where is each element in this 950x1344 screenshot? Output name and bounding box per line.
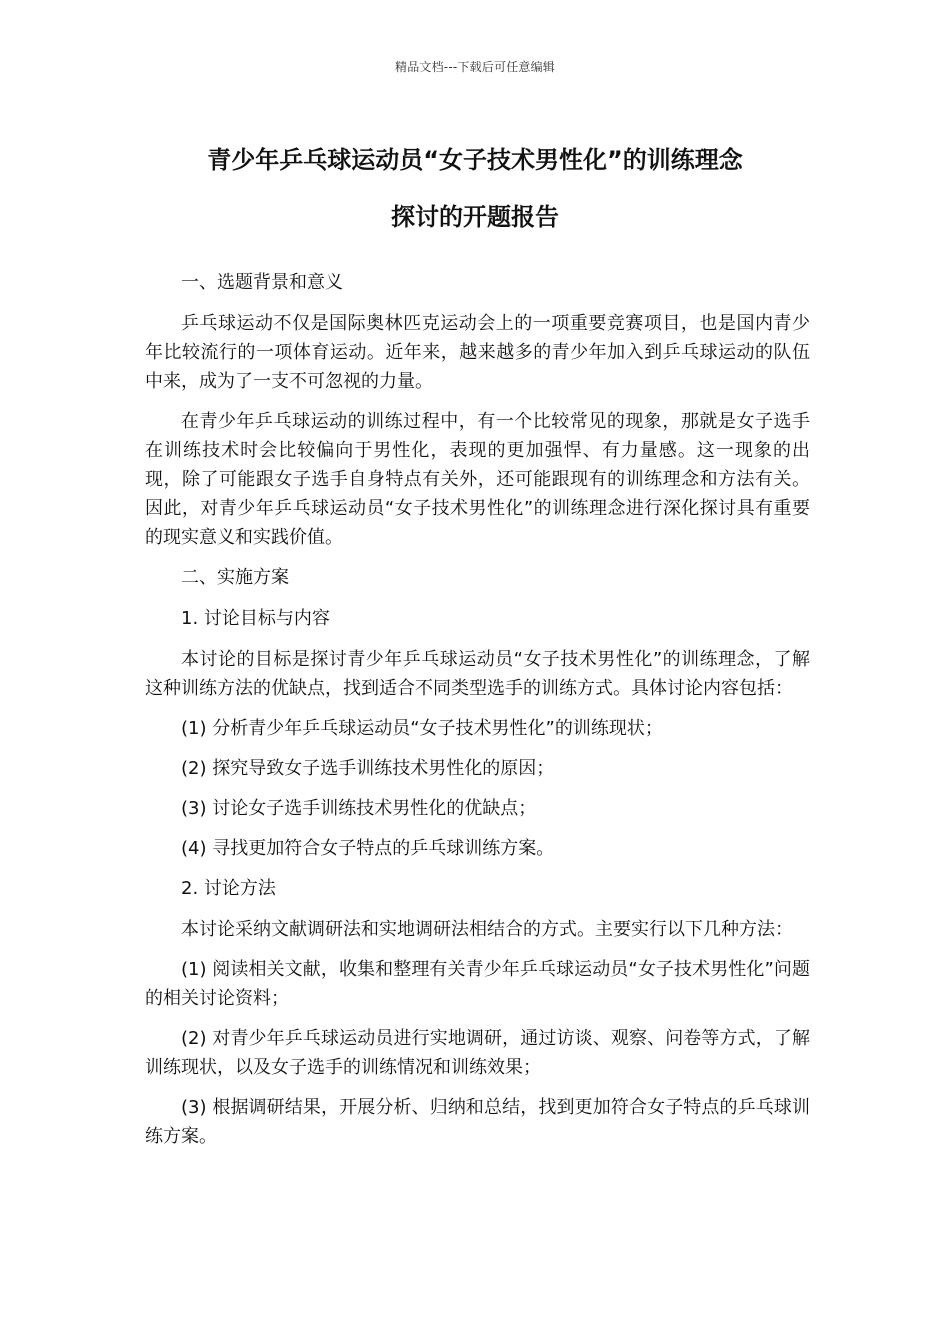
list-item: (2) 对青少年乒乓球运动员进行实地调研，通过访谈、观察、问卷等方式，了解训练现状，以及女子选手的训练情况和训练效果； xyxy=(145,1028,810,1078)
document-title xyxy=(120,132,830,246)
title-line-1: 青少年乒乓球运动员“女子技术男性化”的训练理念 xyxy=(207,146,743,174)
subsection-1-heading: 1. 讨论目标与内容 xyxy=(181,608,330,629)
section-1-paragraph-1: 乒乓球运动不仅是国际奥林匹克运动会上的一项重要竞赛项目，也是国内青少年比较流行的一项体育运动。近年来，越来越多的青少年加入到乒乓球运动的队伍中来，成为了一支不可忽视的力量。 xyxy=(145,313,810,392)
document-body xyxy=(145,268,810,1162)
list-item: (3) 讨论女子选手训练技术男性化的优缺点； xyxy=(181,798,537,819)
title-line-2: 探讨的开题报告 xyxy=(391,203,559,231)
list-item: (1) 阅读相关文献，收集和整理有关青少年乒乓球运动员“女子技术男性化”问题的相关讨论资料； xyxy=(145,959,810,1009)
list-item: (1) 分析青少年乒乓球运动员“女子技术男性化”的训练现状； xyxy=(181,718,663,739)
section-2-heading: 二、实施方案 xyxy=(181,567,289,588)
section-1-heading: 一、选题背景和意义 xyxy=(181,272,343,293)
header-note: 精品文档---下载后可任意编辑 xyxy=(395,60,555,74)
list-item: (3) 根据调研结果，开展分析、归纳和总结，找到更加符合女子特点的乒乓球训练方案。 xyxy=(145,1097,810,1147)
list-item: (4) 寻找更加符合女子特点的乒乓球训练方案。 xyxy=(181,838,555,859)
section-1-paragraph-2: 在青少年乒乓球运动的训练过程中，有一个比较常见的现象，那就是女子选手在训练技术时会比较偏向于男性化，表现的更加强悍、有力量感。这一现象的出现，除了可能跟女子选手自身特点有关外，还可能跟现有的训练理念和方法有关。因此，对青少年乒乓球运动员“女子技术男性化”的训练理念进行深化探讨具有重要的现实意义和实践价值。 xyxy=(145,411,810,548)
list-item: (2) 探究导致女子选手训练技术男性化的原因； xyxy=(181,758,555,779)
subsection-2-heading: 2. 讨论方法 xyxy=(181,878,276,899)
subsection-1-intro: 本讨论的目标是探讨青少年乒乓球运动员“女子技术男性化”的训练理念，了解这种训练方法的优缺点，找到适合不同类型选手的训练方式。具体讨论内容包括： xyxy=(145,649,810,699)
subsection-2-intro: 本讨论采纳文献调研法和实地调研法相结合的方式。主要实行以下几种方法： xyxy=(181,919,793,940)
